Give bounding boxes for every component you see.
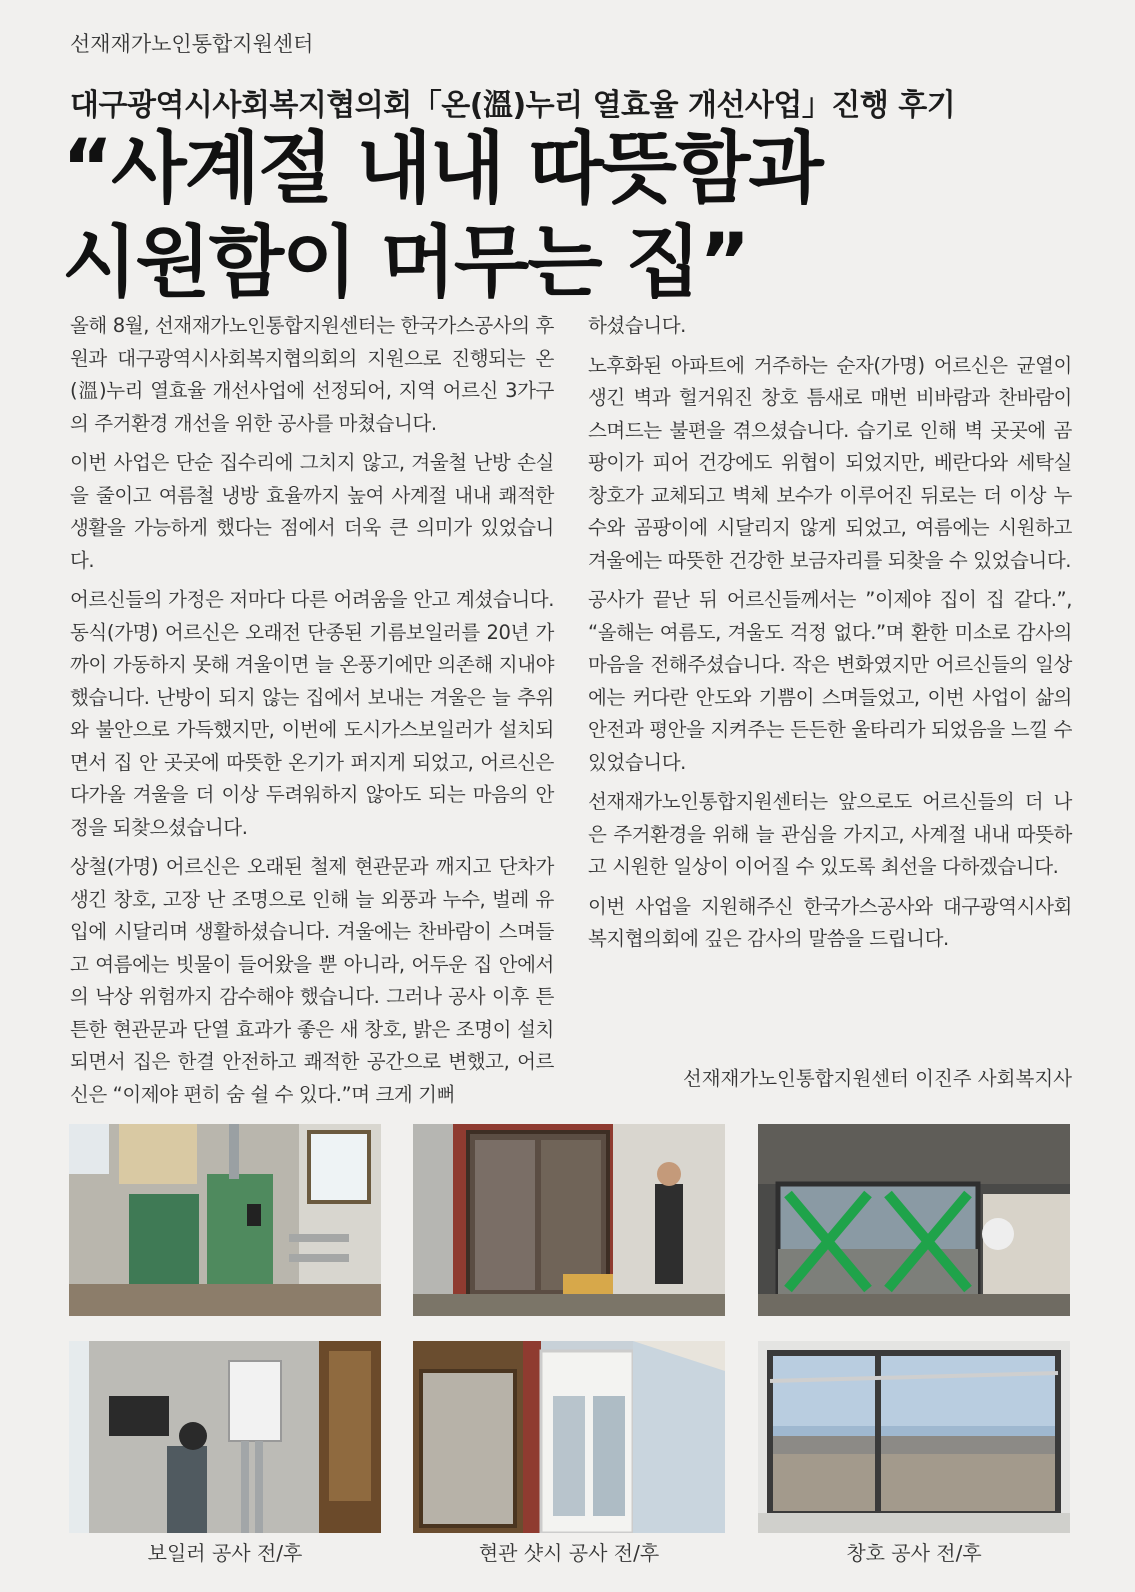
body-paragraph: 이번 사업은 단순 집수리에 그치지 않고, 겨울철 난방 손실을 줄이고 여름철 냉방 효율까지 높여 사계절 내내 쾌적한 생활을 가능하게 했다는 점에서 더욱 큰 의미가 있었습니다. — [70, 451, 554, 572]
body-paragraph: 노후화된 아파트에 거주하는 순자(가명) 어르신은 균열이 생긴 벽과 헐거워진 창호 틈새로 매번 비바람과 찬바람이 스며드는 불편을 겪으셨습니다. 습기로 인해 벽 곳곳에 곰팡이가 피어 건강에도 위협이 되었지만, 베란다와 세탁실 창호가 교체되고 벽체 보수가 이루어진 뒤로는 더 이상 누수와 곰팡이에 시달리지 않게 되었고, 여름에는 시원하고 겨울에는 따뜻한 건강한 보금자리를 되찾을 수 있었습니다. — [588, 353, 1072, 572]
entrance-after-photo — [413, 1341, 725, 1533]
body-paragraph: 하셨습니다. — [588, 314, 686, 337]
window-before-photo — [758, 1124, 1070, 1316]
body-paragraph: 공사가 끝난 뒤 어르신들께서는 ”이제야 집이 집 같다.”, “올해는 여름도, 겨울도 걱정 없다.”며 환한 미소로 감사의 마음을 전해주셨습니다. 작은 변화였지만 어르신들의 일상에는 커다란 안도와 기쁨이 스며들었고, 이번 사업이 삶의 안전과 평안을 지켜주는 든든한 울타리가 되었음을 느낄 수 있었습니다. — [588, 588, 1072, 774]
author-signature: 선재재가노인통합지원센터 이진주 사회복지사 — [682, 1067, 1072, 1090]
body-paragraph: 선재재가노인통합지원센터는 앞으로도 어르신들의 더 나은 주거환경을 위해 늘 관심을 가지고, 사계절 내내 따뜻하고 시원한 일상이 이어질 수 있도록 최선을 다하겠습니다. — [588, 790, 1072, 878]
headline-line-2: 시원함이 머무는 집” — [62, 218, 749, 308]
article-subtitle: 대구광역시사회복지협의회「온(溫)누리 열효율 개선사업」진행 후기 — [70, 88, 956, 123]
caption-boiler: 보일러 공사 전/후 — [147, 1541, 303, 1565]
article-headline — [62, 122, 822, 310]
caption-entrance-sash: 현관 샷시 공사 전/후 — [478, 1541, 660, 1565]
body-column-left — [70, 310, 554, 1118]
body-paragraph: 상철(가명) 어르신은 오래된 철제 현관문과 깨지고 단차가 생긴 창호, 고장 난 조명으로 인해 늘 외풍과 누수, 벌레 유입에 시달리며 생활하셨습니다. 겨울에는 찬바람이 스며들고 여름에는 빗물이 들어왔을 뿐 아니라, 어두운 집 안에서의 낙상 위험까지 감수해야 했습니다. 그러나 공사 이후 튼튼한 현관문과 단열 효과가 좋은 새 창호, 밝은 조명이 설치되면서 집은 한결 안전하고 쾌적한 공간으로 변했고, 어르신은 “이제야 편히 숨 쉴 수 있다.”며 크게 기뻐 — [70, 855, 554, 1106]
boiler-after-photo — [69, 1341, 381, 1533]
boiler-before-photo — [69, 1124, 381, 1316]
body-paragraph: 어르신들의 가정은 저마다 다른 어려움을 안고 계셨습니다. 동식(가명) 어르신은 오래전 단종된 기름보일러를 20년 가까이 가동하지 못해 겨울이면 늘 온풍기에만 의존해 지내야 했습니다. 난방이 되지 않는 집에서 보내는 겨울은 늘 추위와 불안으로 가득했지만, 이번에 도시가스보일러가 설치되면서 집 안 곳곳에 따뜻한 온기가 퍼지게 되었고, 어르신은 다가올 겨울을 더 이상 두려워하지 않아도 되는 마음의 안정을 되찾으셨습니다. — [70, 588, 554, 839]
body-paragraph: 올해 8월, 선재재가노인통합지원센터는 한국가스공사의 후원과 대구광역시사회복지협의회의 지원으로 진행되는 온(溫)누리 열효율 개선사업에 선정되어, 지역 어르신 3가구의 주거환경 개선을 위한 공사를 마쳤습니다. — [70, 314, 554, 435]
organization-name: 선재재가노인통합지원센터 — [70, 32, 314, 56]
body-paragraph: 이번 사업을 지원해주신 한국가스공사와 대구광역시사회복지협의회에 깊은 감사의 말씀을 드립니다. — [588, 894, 1072, 950]
window-after-photo — [758, 1341, 1070, 1533]
caption-window: 창호 공사 전/후 — [846, 1541, 982, 1565]
entrance-before-photo — [413, 1124, 725, 1316]
body-column-right — [588, 310, 1072, 963]
headline-line-1: “사계절 내내 따뜻함과 — [62, 124, 822, 214]
